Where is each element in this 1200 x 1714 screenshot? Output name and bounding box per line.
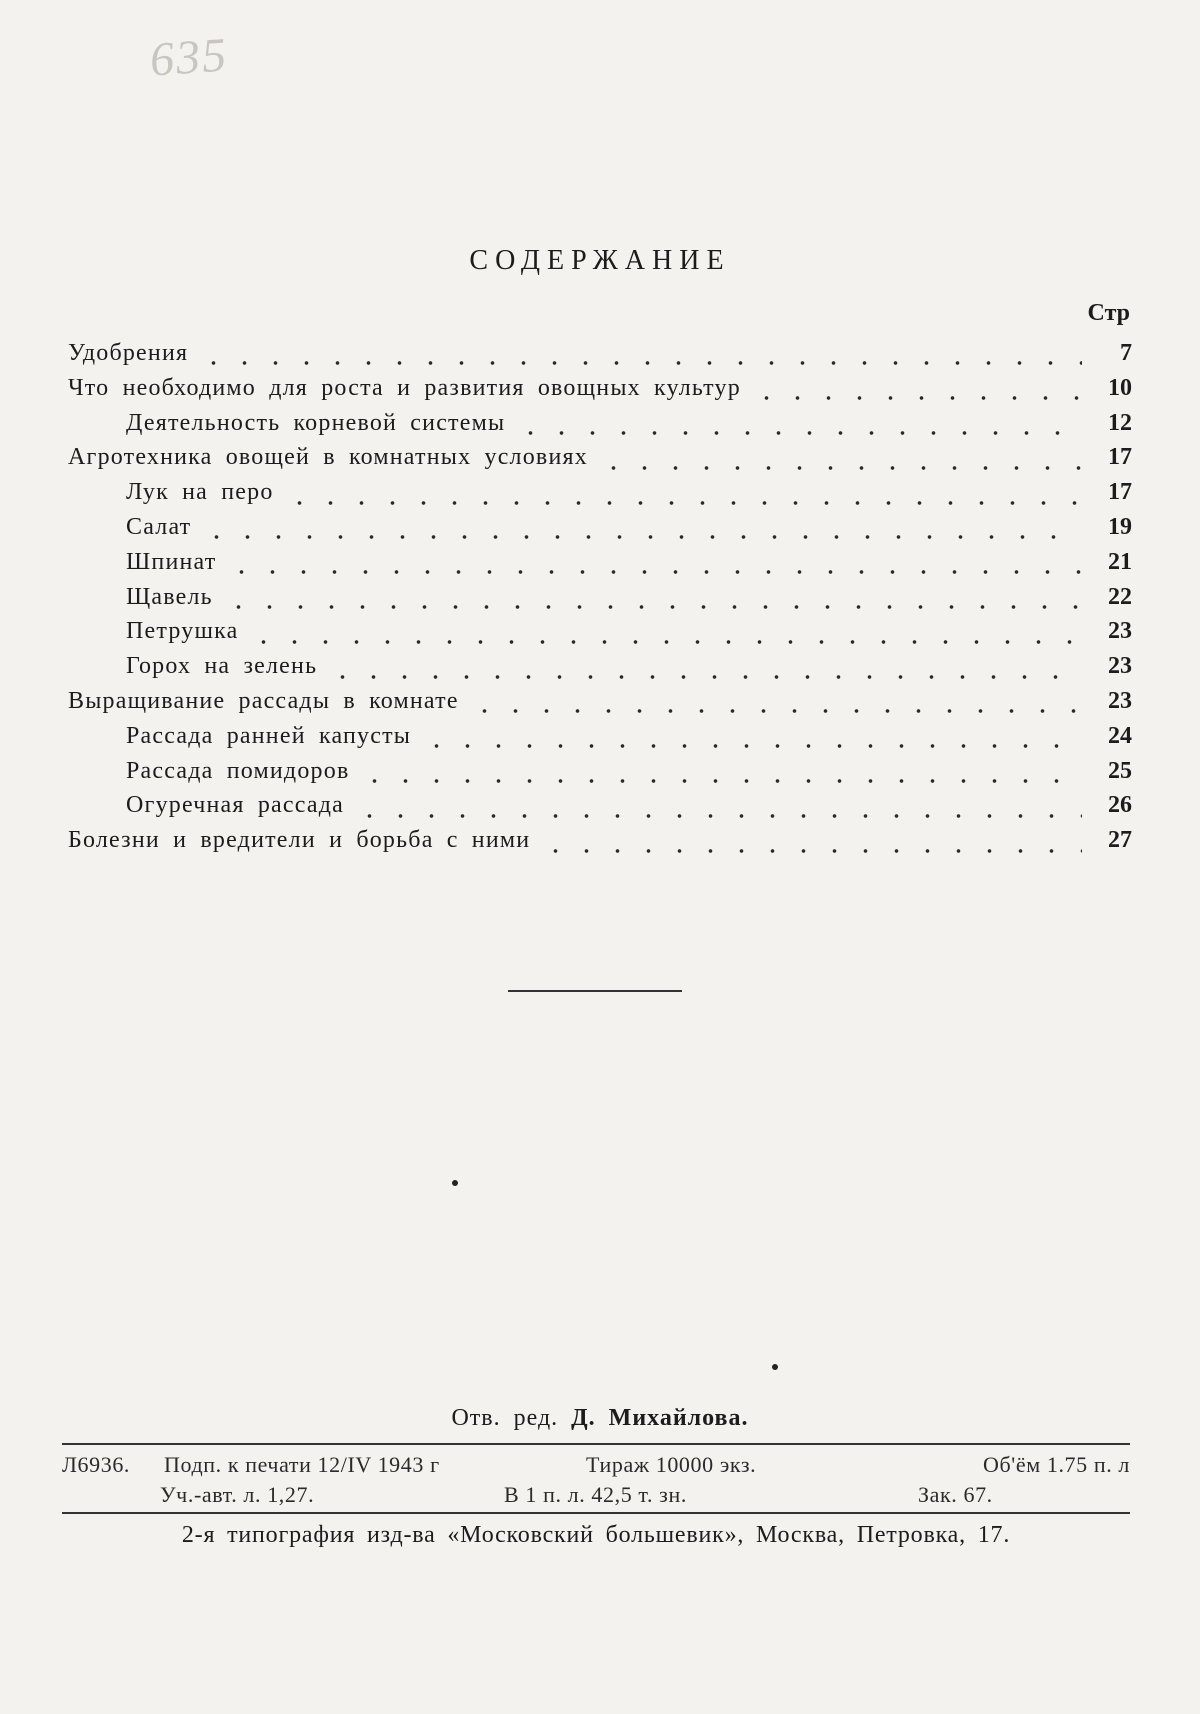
imprint-circulation: Тираж 10000 экз.: [586, 1452, 757, 1477]
toc-list: [68, 340, 1132, 862]
dot-leader: [198, 360, 1082, 366]
imprint-signed: Подп. к печати 12/IV 1943 г: [164, 1452, 440, 1477]
imprint-order: Зак. 67.: [918, 1482, 993, 1507]
toc-entry: [68, 618, 1132, 653]
imprint-line-2: [62, 1482, 1130, 1508]
toc-entry-page: 17: [1108, 479, 1132, 506]
toc-entry-title: Шпинат: [126, 548, 217, 575]
toc-entry-title: Болезни и вредители и борьба с ними: [68, 827, 531, 854]
imprint-chars: В 1 п. л. 42,5 т. зн.: [504, 1482, 687, 1507]
print-speck: [772, 1364, 778, 1370]
toc-entry: [68, 514, 1132, 549]
imprint-code: Л6936.: [62, 1452, 131, 1477]
toc-entry: [68, 792, 1132, 827]
toc-entry-title: Огуречная рассада: [126, 792, 345, 819]
dot-leader: [421, 743, 1082, 749]
toc-entry-title: Горох на зелень: [126, 653, 318, 680]
toc-entry: [68, 340, 1132, 375]
dot-leader: [284, 500, 1082, 506]
toc-entry: [68, 758, 1132, 793]
toc-entry-page: 27: [1108, 827, 1132, 854]
toc-entry: [68, 827, 1132, 862]
toc-entry: [68, 479, 1132, 514]
toc-entry-title: Что необходимо для роста и развития овощных культур: [68, 374, 741, 401]
dot-leader: [598, 465, 1082, 471]
toc-entry-page: 10: [1108, 374, 1132, 401]
toc-entry-page: 23: [1108, 618, 1132, 645]
toc-entry: [68, 410, 1132, 445]
toc-title: СОДЕРЖАНИЕ: [469, 245, 731, 276]
toc-entry-title: Агротехника овощей в комнатных условиях: [68, 444, 588, 471]
print-speck: [452, 1180, 458, 1186]
editor-prefix: Отв. ред.: [451, 1405, 559, 1431]
imprint-volume: Об'ём 1.75 п. л: [983, 1452, 1130, 1477]
imprint-bottom-rule: [62, 1512, 1130, 1514]
dot-leader: [751, 395, 1082, 401]
responsible-editor: [0, 1405, 1200, 1432]
toc-entry-page: 26: [1108, 792, 1132, 819]
toc-entry-page: 17: [1108, 444, 1132, 471]
toc-entry-title: Выращивание рассады в комнате: [68, 687, 459, 714]
toc-entry-page: 24: [1108, 722, 1132, 749]
toc-entry: [68, 444, 1132, 479]
dot-leader: [226, 569, 1082, 575]
dot-leader: [223, 604, 1082, 610]
page-column-label: Стр: [1087, 300, 1130, 326]
toc-entry-title: Петрушка: [126, 618, 239, 645]
toc-entry-title: Щавель: [126, 583, 213, 610]
toc-entry-page: 23: [1108, 653, 1132, 680]
toc-entry: [68, 723, 1132, 758]
toc-entry: [68, 688, 1132, 723]
toc-entry-title: Салат: [126, 513, 192, 540]
toc-entry-title: Лук на перо: [126, 479, 274, 506]
toc-entry-title: Удобрения: [68, 340, 189, 366]
toc-entry-page: 22: [1108, 583, 1132, 610]
toc-entry-title: Деятельность корневой системы: [126, 409, 506, 436]
dot-leader: [359, 778, 1082, 784]
toc-entry: [68, 375, 1132, 410]
dot-leader: [515, 430, 1082, 436]
toc-entry-page: 19: [1108, 513, 1132, 540]
toc-entry: [68, 584, 1132, 619]
section-divider: [508, 990, 682, 992]
dot-leader: [540, 848, 1082, 854]
imprint-line-1: [62, 1452, 1130, 1478]
toc-entry: [68, 549, 1132, 584]
handwritten-mark: 635: [148, 28, 230, 87]
toc-entry-page: 25: [1108, 757, 1132, 784]
toc-entry-page: 12: [1108, 409, 1132, 436]
toc-entry: [68, 653, 1132, 688]
dot-leader: [354, 813, 1082, 819]
toc-entry-page: 7: [1120, 340, 1132, 366]
editor-name: Д. Михайлова.: [571, 1405, 749, 1431]
toc-entry-page: 23: [1108, 687, 1132, 714]
toc-entry-title: Рассада ранней капусты: [126, 722, 412, 749]
toc-entry-title: Рассада помидоров: [126, 757, 350, 784]
dot-leader: [327, 674, 1082, 680]
toc-entry-page: 21: [1108, 548, 1132, 575]
dot-leader: [469, 708, 1082, 714]
dot-leader: [201, 534, 1082, 540]
imprint-top-rule: [62, 1443, 1130, 1445]
imprint-author-sheets: Уч.-авт. л. 1,27.: [160, 1482, 315, 1507]
dot-leader: [248, 639, 1082, 645]
printing-house: 2-я типография изд-ва «Московский большевик», Москва, Петровка, 17.: [181, 1522, 1011, 1548]
